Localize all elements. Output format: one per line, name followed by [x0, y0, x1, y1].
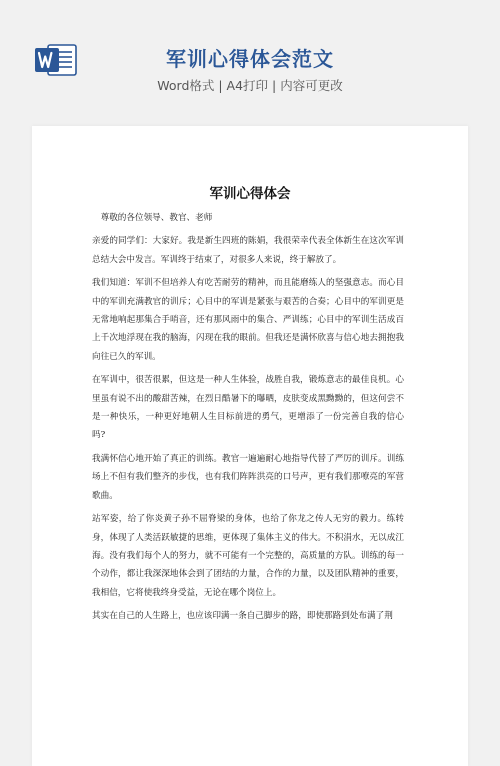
document-page — [32, 126, 468, 766]
document-body — [92, 209, 404, 626]
paragraph: 站军姿，给了你炎黄子孙不屈脊梁的身体，也给了你龙之传人无穷的毅力。练转身，体现了人类活跃敏捷的思维，更体现了集体主义的伟大。不积涓水，无以成江海。没有我们每个人的努力，就不可能有一个完整的，高质量的方队。训练的每一个动作，都让我深深地体会到了团结的力量，合作的力量，以及团队精神的重要，我相信，它将使我终身受益，无论在哪个岗位上。 — [92, 514, 404, 598]
paragraph: 其实在自己的人生路上，也应该印满一条自己脚步的路，即使那路到处布满了荆 — [92, 611, 393, 622]
paragraph: 亲爱的同学们：大家好。我是新生四班的陈娟，我很荣幸代表全体新生在这次军训总结大会中发言。军训终于结束了，对很多人来说，终于解放了。 — [92, 236, 404, 265]
paragraph-salutation: 尊敬的各位领导、教官、老师 — [100, 213, 213, 223]
page-subtitle: Word格式 | A4打印 | 内容可更改 — [157, 78, 343, 93]
page-header — [0, 0, 500, 120]
document-title: 军训心得体会 — [209, 186, 291, 202]
paragraph: 在军训中，很苦很累，但这是一种人生体验，战胜自我，锻炼意志的最佳良机。心里虽有说不出的酸甜苦辣，在烈日酷暑下的曝晒，皮肤变成黑黝黝的，但这何尝不是一种快乐，一种更好地朝人生目标前进的勇气，更增添了一份完善自我的信心吗? — [92, 375, 404, 441]
page-title: 军训心得体会范文 — [166, 47, 334, 71]
paragraph: 我满怀信心地开始了真正的训练。教官一遍遍耐心地指导代替了严厉的训斥。训练场上不但有我们整齐的步伐，也有我们阵阵洪亮的口号声，更有我们那嘹亮的军营歌曲。 — [92, 453, 404, 501]
paragraph: 我们知道：军训不但培养人有吃苦耐劳的精神，而且能磨练人的坚强意志。而心目中的军训充满教官的训斥；心目中的军训是紧张与艰苦的合奏；心目中的军训更是无常地响起那集合手哨音，还有那风雨中的集合、严训练；心目中的军训生活成百上千次地浮现在我的脑海，闪现在我的眼前。但我还是满怀欣喜与信心地去拥抱我向往已久的军训。 — [92, 278, 404, 362]
